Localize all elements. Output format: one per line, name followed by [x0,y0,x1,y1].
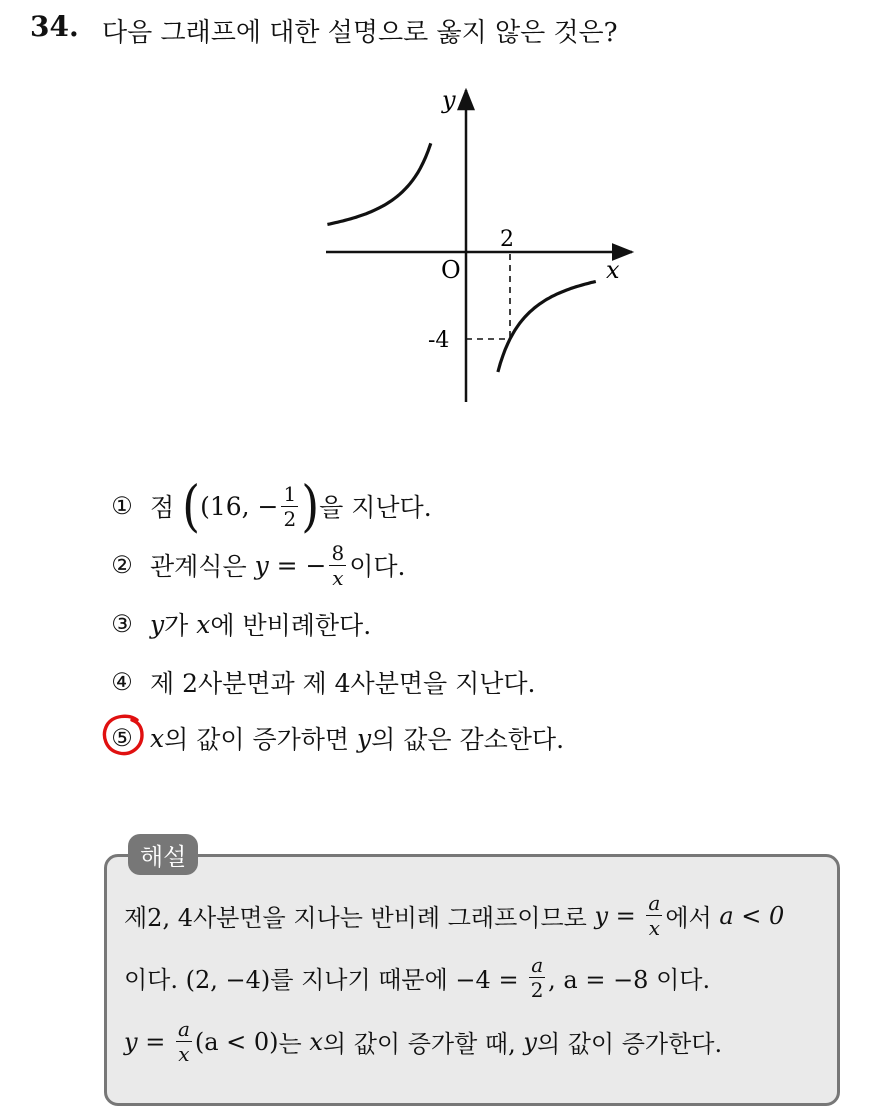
frac-den: x [332,565,344,590]
var-x: x [150,723,165,753]
branch-quadrant-2 [327,143,430,224]
choice-text: 의 값은 감소한다. [371,725,565,754]
point-coords: (16, − [200,491,279,521]
explanation-text: , a = −8 이다. [548,966,711,994]
frac-den: x [648,916,660,940]
equals: = [608,901,644,930]
condition: a < 0 [719,901,785,930]
y-tick-label: -4 [428,328,450,353]
explanation-text: 의 값이 증가한다. [536,1030,723,1058]
hyperbola-graph [320,84,650,414]
explanation-text: 의 값이 증가할 때, [322,1030,516,1058]
answer-mark-circle [101,712,147,758]
question-number: 34. [30,10,79,43]
choice-text: 을 지난다. [319,493,432,522]
explanation-text: 제2, 4사분면을 지나는 반비례 그래프이므로 [124,904,587,932]
choice-number: ④ [111,668,133,696]
branch-quadrant-4 [498,282,596,373]
choice-text: 이다. [349,552,406,581]
frac-num: 1 [283,481,297,506]
var-x: x [196,609,211,639]
choice-text: 관계식은 [150,552,247,581]
explanation-text: 이다. (2, −4)를 지나기 때문에 −4 = [124,966,519,994]
var-y: y [594,901,609,930]
equals: = − [268,550,327,580]
var-y: y [523,1027,537,1056]
frac-num: a [531,953,544,977]
choice-1[interactable]: ① 점 ( (16, − $\frac{1}{2}$ ) 을 지난다. [108,484,432,528]
origin-label: O [441,256,461,284]
choice-text: 점 [150,493,175,522]
choice-number: ③ [111,610,133,638]
choice-4[interactable] [108,660,536,704]
frac-den: 2 [530,978,544,1002]
frac-num: 8 [331,540,345,565]
x-tick-label: 2 [500,227,514,252]
choice-text: 제 2사분면과 제 4사분면을 지난다. [150,669,536,698]
var-x: x [309,1027,323,1056]
x-axis-label: x [606,256,620,284]
var-y: y [357,723,372,753]
frac-den: 2 [283,506,297,531]
equals: = [137,1027,173,1056]
frac-num: a [648,891,661,915]
var-y: y [254,550,269,580]
y-axis-label: y [442,86,456,114]
choice-5[interactable] [108,716,564,760]
frac-den: x [178,1042,190,1066]
condition: (a < 0) [194,1027,279,1056]
choice-text: 가 [164,611,189,640]
choice-text: 에 반비례한다. [210,611,372,640]
explanation-line-1 [124,893,784,938]
choice-3[interactable] [108,602,371,646]
choice-text: 의 값이 증가하면 [164,725,350,754]
choice-2[interactable] [108,540,406,590]
explanation-text: 에서 [665,904,712,932]
var-y: y [124,1027,138,1056]
explanation-tag: 해설 [128,834,198,875]
explanation-text: 는 [278,1030,302,1058]
choice-number: ② [111,551,133,579]
explanation-line-2 [124,955,710,1000]
question-text: 다음 그래프에 대한 설명으로 옳지 않은 것은? [102,18,618,48]
frac-num: a [177,1017,190,1041]
explanation-line-3 [124,1019,722,1064]
choice-number: ① [111,492,133,520]
var-y: y [150,609,165,639]
choice-number: ⑤ [111,724,133,752]
